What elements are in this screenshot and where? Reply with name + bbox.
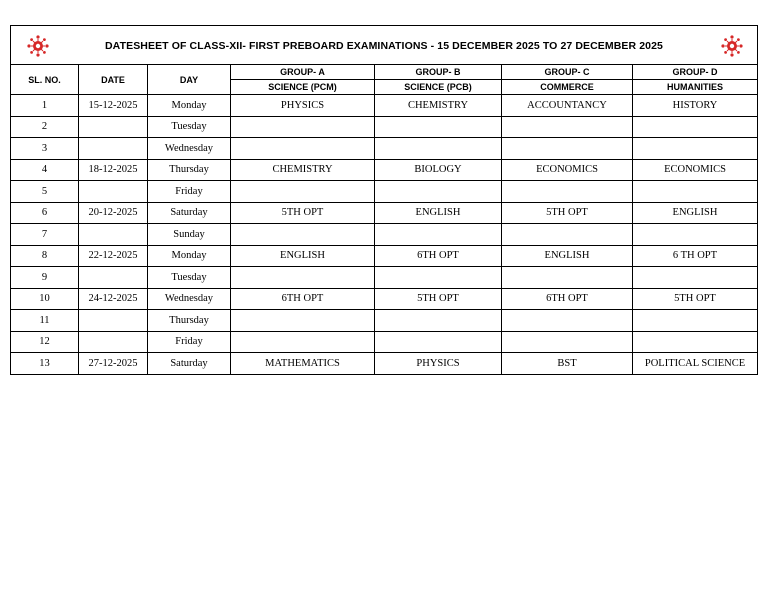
- cell-day: Friday: [148, 181, 231, 203]
- table-row: [11, 245, 758, 267]
- cell-group-b: [375, 224, 502, 246]
- cell-day: Saturday: [148, 202, 231, 224]
- page-title: DATESHEET OF CLASS-XII- FIRST PREBOARD EXAMINATIONS - 15 DECEMBER 2025 TO 27 DECEMBER 2025: [104, 40, 663, 52]
- cell-group-c: ENGLISH: [502, 245, 633, 267]
- cell-group-b: [375, 116, 502, 138]
- table-row: [11, 181, 758, 203]
- cell-group-d: 5TH OPT: [633, 288, 758, 310]
- table-row: [11, 353, 758, 375]
- cell-sl-no: 13: [11, 353, 79, 375]
- cell-date: 27-12-2025: [79, 353, 148, 375]
- cell-group-a: 5TH OPT: [231, 202, 375, 224]
- cell-group-c: 5TH OPT: [502, 202, 633, 224]
- cell-sl-no: 1: [11, 95, 79, 117]
- header-stream-b: SCIENCE (PCB): [375, 80, 502, 95]
- table-row: [11, 116, 758, 138]
- cell-day: Wednesday: [148, 288, 231, 310]
- cell-day: Monday: [148, 95, 231, 117]
- cell-group-c: [502, 224, 633, 246]
- cell-group-d: [633, 138, 758, 160]
- cell-sl-no: 11: [11, 310, 79, 332]
- cell-group-a: CHEMISTRY: [231, 159, 375, 181]
- cell-group-a: [231, 310, 375, 332]
- cell-day: Friday: [148, 331, 231, 353]
- cell-sl-no: 6: [11, 202, 79, 224]
- cell-group-a: ENGLISH: [231, 245, 375, 267]
- red-emblem-icon: [25, 33, 51, 59]
- red-emblem-icon: [719, 33, 745, 59]
- cell-group-c: [502, 116, 633, 138]
- table-row: [11, 159, 758, 181]
- header-stream-d: HUMANITIES: [633, 80, 758, 95]
- cell-date: 20-12-2025: [79, 202, 148, 224]
- cell-group-d: [633, 310, 758, 332]
- title-cell: [11, 26, 758, 65]
- cell-day: Saturday: [148, 353, 231, 375]
- cell-date: [79, 331, 148, 353]
- cell-group-b: ENGLISH: [375, 202, 502, 224]
- cell-group-d: POLITICAL SCIENCE: [633, 353, 758, 375]
- cell-date: 24-12-2025: [79, 288, 148, 310]
- cell-sl-no: 3: [11, 138, 79, 160]
- table-row: [11, 202, 758, 224]
- cell-sl-no: 4: [11, 159, 79, 181]
- cell-group-d: ECONOMICS: [633, 159, 758, 181]
- cell-group-c: [502, 267, 633, 289]
- header-stream-a: SCIENCE (PCM): [231, 80, 375, 95]
- header-sl-no: SL. NO.: [11, 65, 79, 95]
- cell-day: Tuesday: [148, 116, 231, 138]
- cell-day: Tuesday: [148, 267, 231, 289]
- cell-group-d: HISTORY: [633, 95, 758, 117]
- cell-sl-no: 5: [11, 181, 79, 203]
- table-row: [11, 224, 758, 246]
- cell-group-b: [375, 181, 502, 203]
- cell-group-c: [502, 181, 633, 203]
- cell-day: Wednesday: [148, 138, 231, 160]
- cell-group-b: 5TH OPT: [375, 288, 502, 310]
- cell-group-d: [633, 181, 758, 203]
- cell-group-b: 6TH OPT: [375, 245, 502, 267]
- header-group-d: GROUP- D: [633, 65, 758, 80]
- cell-group-c: [502, 138, 633, 160]
- cell-group-b: BIOLOGY: [375, 159, 502, 181]
- cell-group-c: [502, 310, 633, 332]
- cell-group-a: [231, 116, 375, 138]
- cell-group-b: [375, 331, 502, 353]
- table-row: [11, 331, 758, 353]
- cell-date: [79, 224, 148, 246]
- cell-date: [79, 267, 148, 289]
- cell-date: [79, 181, 148, 203]
- cell-group-a: [231, 224, 375, 246]
- table-row: [11, 138, 758, 160]
- cell-group-a: 6TH OPT: [231, 288, 375, 310]
- table-row: [11, 95, 758, 117]
- cell-group-a: [231, 267, 375, 289]
- cell-group-a: [231, 331, 375, 353]
- header-stream-c: COMMERCE: [502, 80, 633, 95]
- cell-date: [79, 310, 148, 332]
- cell-group-c: BST: [502, 353, 633, 375]
- cell-group-b: [375, 310, 502, 332]
- cell-group-d: [633, 331, 758, 353]
- datesheet-table: [10, 25, 758, 375]
- header-group-c: GROUP- C: [502, 65, 633, 80]
- header-group-b: GROUP- B: [375, 65, 502, 80]
- cell-group-d: [633, 267, 758, 289]
- cell-sl-no: 12: [11, 331, 79, 353]
- cell-sl-no: 7: [11, 224, 79, 246]
- cell-sl-no: 9: [11, 267, 79, 289]
- cell-group-b: PHYSICS: [375, 353, 502, 375]
- datesheet: [10, 25, 757, 375]
- cell-date: 18-12-2025: [79, 159, 148, 181]
- cell-day: Thursday: [148, 310, 231, 332]
- cell-group-d: [633, 116, 758, 138]
- cell-date: 22-12-2025: [79, 245, 148, 267]
- cell-group-c: [502, 331, 633, 353]
- cell-group-c: 6TH OPT: [502, 288, 633, 310]
- cell-group-a: [231, 181, 375, 203]
- header-date: DATE: [79, 65, 148, 95]
- cell-date: [79, 138, 148, 160]
- table-row: [11, 310, 758, 332]
- table-row: [11, 267, 758, 289]
- cell-day: Sunday: [148, 224, 231, 246]
- cell-day: Thursday: [148, 159, 231, 181]
- cell-group-d: [633, 224, 758, 246]
- table-row: [11, 288, 758, 310]
- cell-group-c: ECONOMICS: [502, 159, 633, 181]
- cell-sl-no: 2: [11, 116, 79, 138]
- cell-sl-no: 10: [11, 288, 79, 310]
- cell-sl-no: 8: [11, 245, 79, 267]
- header-group-a: GROUP- A: [231, 65, 375, 80]
- cell-group-b: CHEMISTRY: [375, 95, 502, 117]
- header-day: DAY: [148, 65, 231, 95]
- cell-group-a: PHYSICS: [231, 95, 375, 117]
- schedule-body: [11, 95, 758, 375]
- cell-date: 15-12-2025: [79, 95, 148, 117]
- cell-group-b: [375, 138, 502, 160]
- cell-group-d: 6 TH OPT: [633, 245, 758, 267]
- cell-group-a: [231, 138, 375, 160]
- cell-group-d: ENGLISH: [633, 202, 758, 224]
- cell-day: Monday: [148, 245, 231, 267]
- cell-group-a: MATHEMATICS: [231, 353, 375, 375]
- cell-group-c: ACCOUNTANCY: [502, 95, 633, 117]
- cell-date: [79, 116, 148, 138]
- cell-group-b: [375, 267, 502, 289]
